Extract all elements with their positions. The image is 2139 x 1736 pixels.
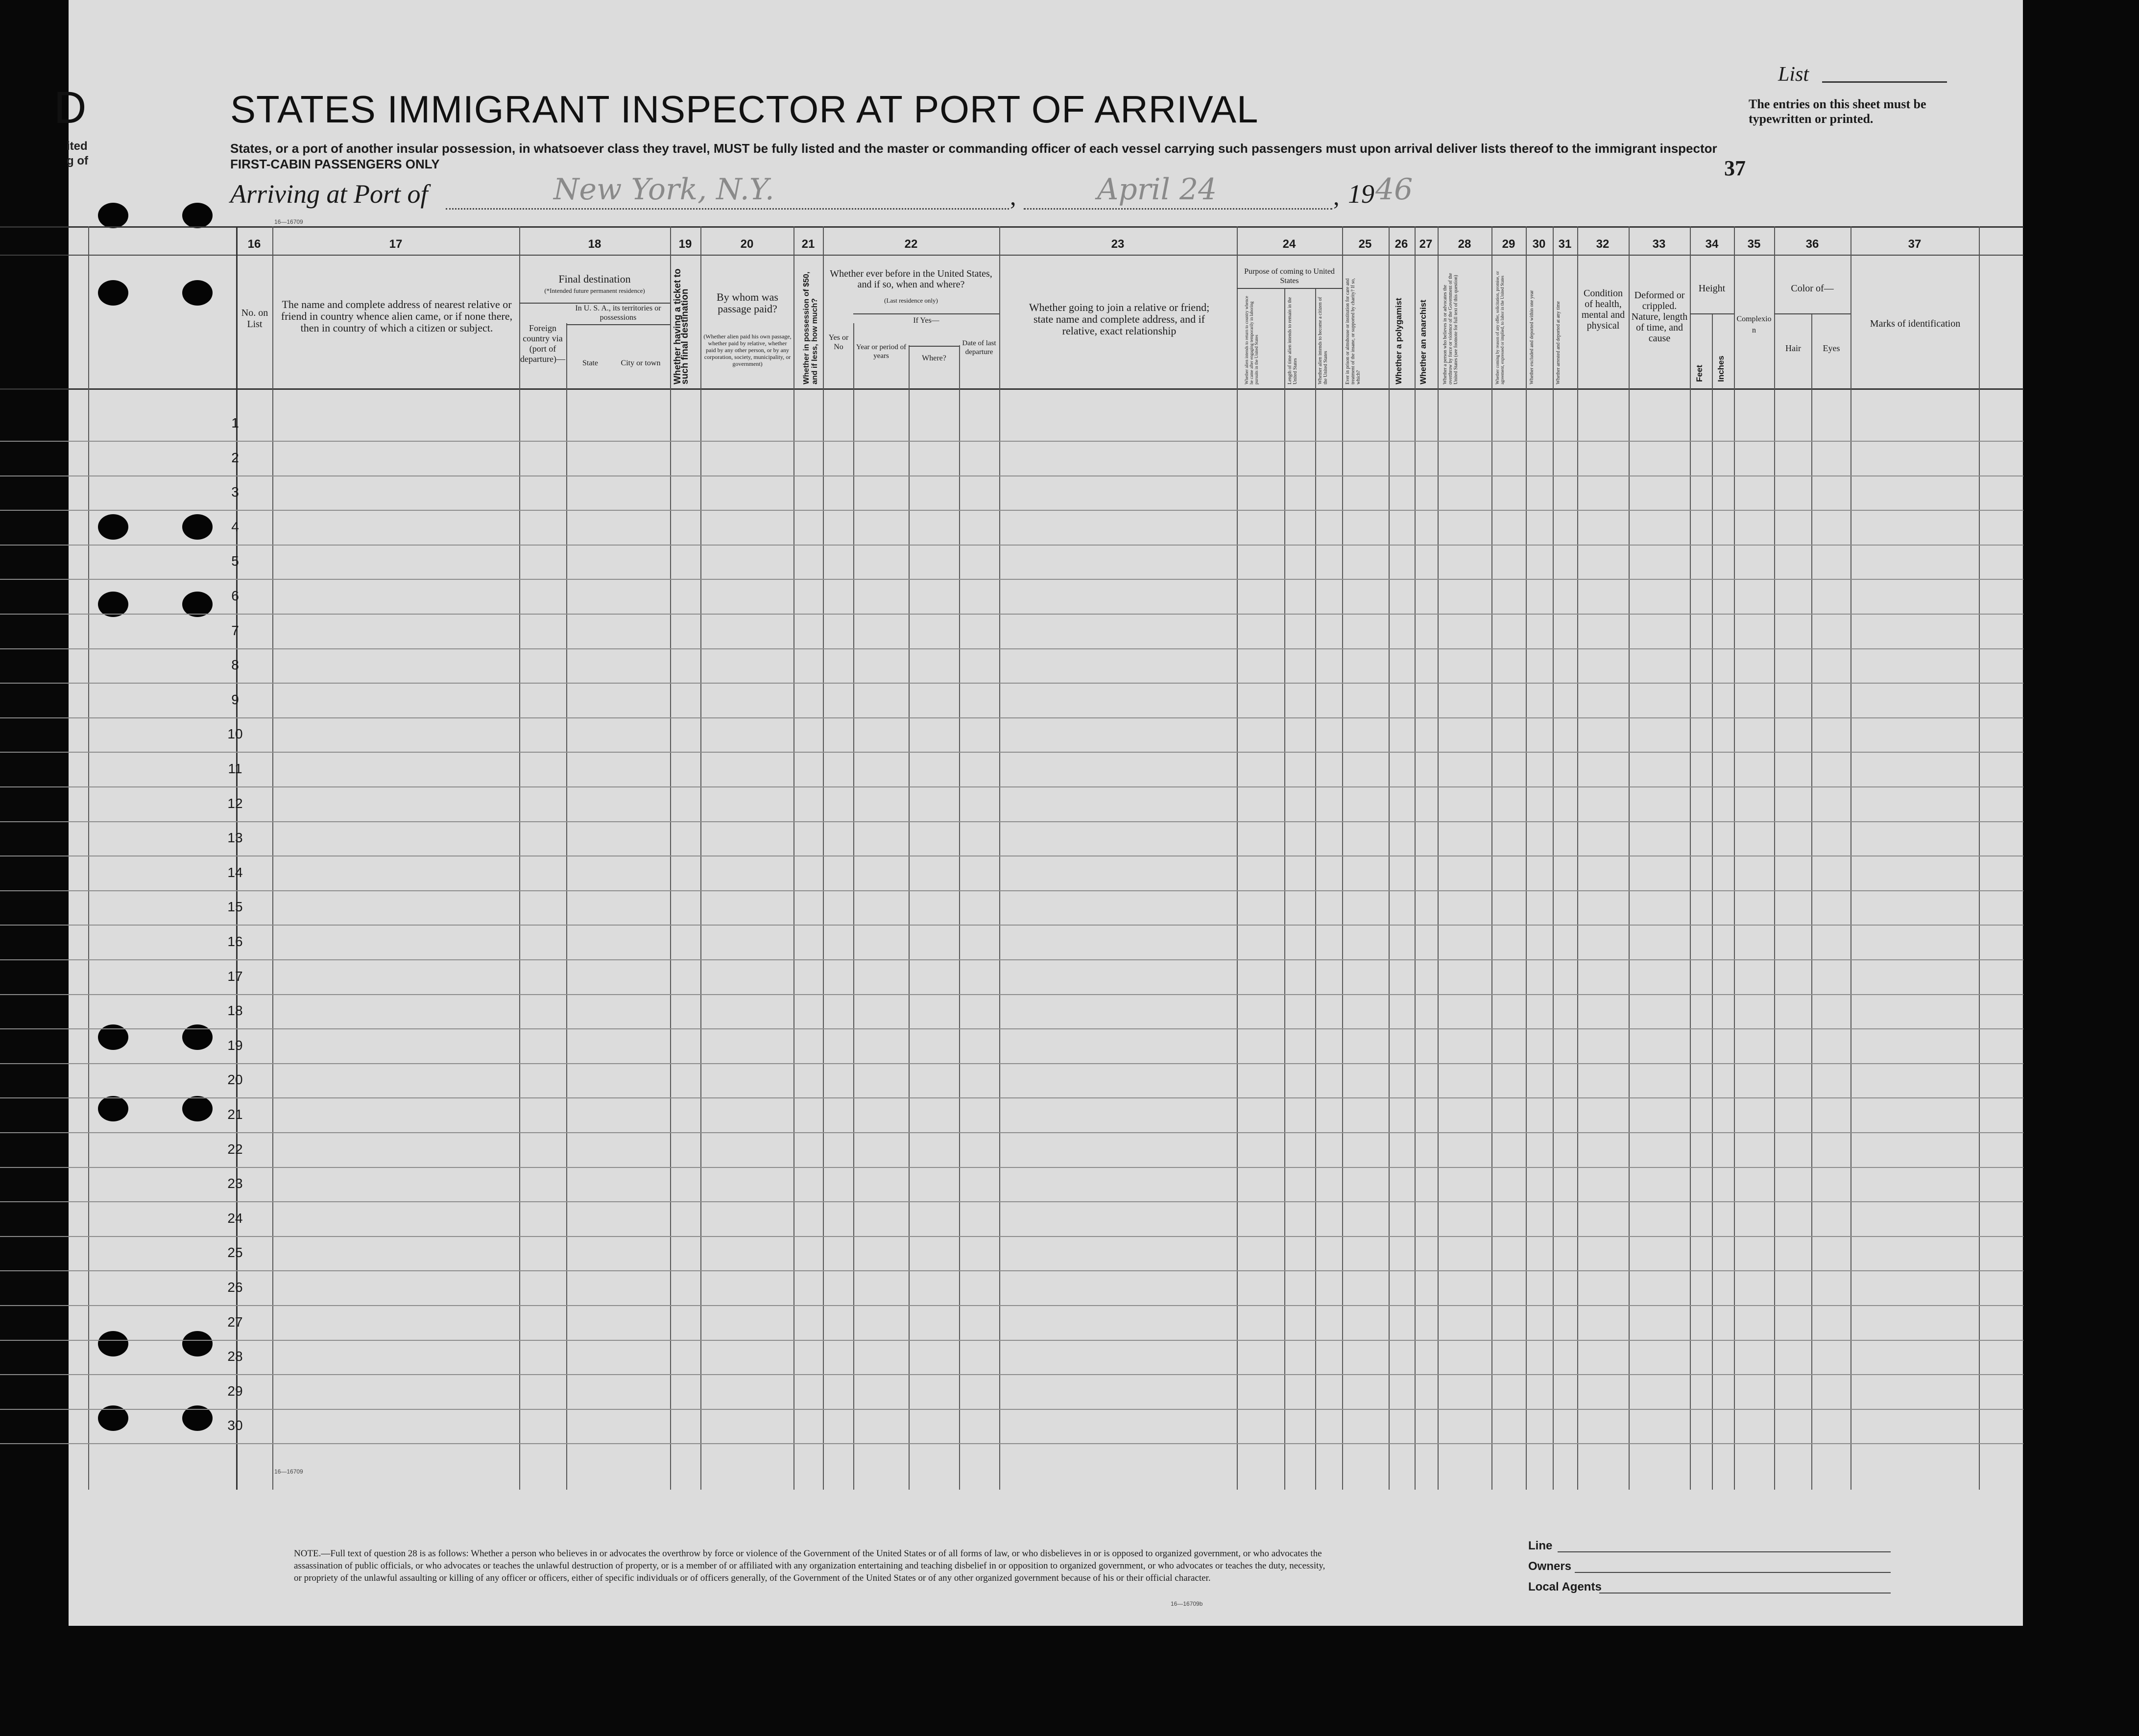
column-rule	[1734, 226, 1735, 1490]
column-rule	[1237, 226, 1238, 1490]
row-rule	[0, 1167, 2023, 1168]
edge-fragment: g of	[67, 154, 88, 167]
row-number: 26	[227, 1280, 243, 1295]
column-rule	[88, 226, 89, 1490]
row-rule	[0, 1132, 2023, 1133]
row-number: 17	[227, 968, 243, 984]
list-label: List	[1778, 63, 1809, 86]
column-number: 24	[1282, 238, 1296, 251]
row-number: 23	[227, 1176, 243, 1191]
row-number: 10	[227, 726, 243, 742]
header-ever-before: Whether ever before in the United States, and if so, when and where?	[830, 268, 992, 290]
subheader-rule	[909, 346, 959, 347]
header-complexion: Complexion	[1736, 315, 1772, 334]
form-code: 16—16709	[274, 218, 303, 225]
header-city-or-town: City or town	[621, 359, 661, 367]
row-rule	[0, 1270, 2023, 1271]
question-28-footnote: NOTE.—Full text of question 28 is as follows: Whether a person who believes in or advocates the overthrow by force or violence of the Government of the United States or of all forms of law, or who disbelieves in or is opposed to organized government, or who advocates the assassination of public officials, or who advocates or teaches the unlawful destruction of property, or is a member of or affiliated with any organization entertaining and teaching disbelief in or opposition to organized government, or who advocates or teaches the duty, necessity, or propriety of the unlawful assaulting or killing of any officer or officers, either of specific individuals or of officers generally, of the Government of the United States or of any other organized government because of his or their official character.	[294, 1548, 1325, 1583]
row-number: 11	[228, 761, 242, 776]
row-number: 29	[227, 1383, 243, 1399]
header-inches: Inches	[1716, 356, 1726, 382]
column-number: 27	[1419, 238, 1433, 251]
row-rule	[0, 441, 2023, 442]
header-purpose: Purpose of coming to United States	[1244, 267, 1335, 285]
column-number: 28	[1458, 238, 1471, 251]
column-rule	[1284, 289, 1285, 1490]
column-rule	[1774, 226, 1775, 1490]
header-fifty-dollars: Whether in possession of $50, and if less, how much?	[802, 271, 819, 384]
row-number: 20	[227, 1072, 243, 1088]
row-rule	[0, 1443, 2023, 1444]
arriving-label: Arriving at Port of	[230, 179, 428, 209]
row-rule	[0, 717, 2023, 718]
row-number: 3	[231, 484, 239, 500]
row-number: 21	[227, 1107, 243, 1122]
row-number: 28	[227, 1349, 243, 1364]
header-excluded: Whether excluded and deported within one year	[1529, 290, 1535, 384]
header-purpose-return: Whether alien intends to return to country whence he came after engaging temporarily in laboring pursuits in the United States	[1244, 296, 1259, 384]
row-rule	[0, 1063, 2023, 1064]
header-prison: Ever in prison or almshouse or institution for care and treatment of the insane, or supported by charity? If so, which?	[1345, 278, 1361, 384]
column-number: 33	[1652, 238, 1666, 251]
title-fragment: D	[54, 83, 87, 133]
header-ticket: Whether having a ticket to such final destination	[673, 268, 690, 384]
port-field[interactable]	[446, 208, 1009, 210]
column-number: 32	[1596, 238, 1610, 251]
entries-note: The entries on this sheet must be typewritten or printed.	[1749, 97, 1926, 126]
column-rule	[999, 226, 1000, 1490]
row-rule	[0, 1409, 2023, 1410]
row-rule	[0, 579, 2023, 580]
table-top-border	[0, 226, 2023, 228]
header-date-departure: Date of last departure	[962, 339, 996, 356]
form-code-bottom: 16—16709b	[1171, 1600, 1203, 1607]
column-rule	[959, 345, 960, 1490]
punch-hole	[182, 1096, 213, 1121]
column-rule	[1415, 226, 1416, 1490]
header-hair: Hair	[1785, 343, 1801, 353]
column-number: 16	[247, 238, 261, 251]
header-anarchist: Whether an anarchist	[1418, 300, 1428, 384]
column-rule	[566, 323, 567, 1490]
year-handwritten: 46	[1375, 172, 1413, 207]
row-number: 27	[227, 1314, 243, 1330]
column-number: 34	[1705, 238, 1719, 251]
row-rule	[0, 1374, 2023, 1375]
subheader-rule	[1237, 288, 1342, 289]
row-number: 19	[227, 1037, 243, 1053]
row-number: 24	[227, 1210, 243, 1226]
header-deformed: Deformed or crippled. Nature, length of time, and cause	[1631, 290, 1688, 344]
owners-field[interactable]	[1575, 1572, 1891, 1573]
column-rule	[1491, 226, 1492, 1490]
form-code: 16—16709	[274, 1468, 303, 1475]
row-rule	[0, 1236, 2023, 1237]
header-health: Condition of health, mental and physical	[1581, 288, 1625, 331]
column-rule	[700, 226, 701, 1490]
header-relative-address: The name and complete address of nearest relative or friend in country whence alien came, or if none there, then in country of which a citizen or subject.	[281, 298, 513, 334]
header-join-relative: Whether going to join a relative or friend; state name and complete address, and if relative, exact relationship	[1029, 301, 1210, 337]
header-passage-paid: By whom was passage paid?	[717, 291, 778, 315]
row-rule	[0, 821, 2023, 822]
row-rule	[0, 994, 2023, 995]
header-state: State	[582, 359, 598, 367]
header-purpose-length: Length of time alien intends to remain in the United States	[1287, 297, 1298, 384]
column-rule	[1438, 226, 1439, 1490]
row-rule	[0, 1097, 2023, 1098]
header-final-destination: Final destination	[558, 273, 631, 285]
edge-fragment: ited	[67, 140, 88, 153]
column-rule	[1342, 226, 1343, 1490]
header-overthrow: Whether a person who believes in or advocates the overthrow by force or violence of the Government of the United States (see footnote for full text of this question)	[1442, 273, 1459, 384]
column-number: 20	[740, 238, 754, 251]
header-last-residence: (Last residence only)	[884, 297, 938, 304]
column-number: 18	[588, 238, 601, 251]
header-if-yes: If Yes—	[913, 316, 939, 325]
row-number: 12	[227, 795, 243, 811]
header-bottom-border	[0, 388, 2023, 390]
punch-hole	[182, 1331, 213, 1356]
header-purpose-citizen: Whether alien intends to become a citizen of the United States	[1318, 297, 1328, 384]
row-number: 4	[231, 519, 239, 534]
punch-hole	[98, 280, 128, 306]
column-number: 25	[1358, 238, 1372, 251]
subheader-rule	[566, 324, 670, 325]
header-year-period: Year or period of years	[856, 343, 907, 360]
row-number: 9	[231, 691, 239, 707]
header-yes-no: Yes or No	[828, 333, 849, 351]
row-rule	[0, 1305, 2023, 1306]
row-rule	[0, 890, 2023, 891]
header-eyes: Eyes	[1823, 343, 1840, 353]
row-rule	[0, 1028, 2023, 1029]
column-rule	[793, 226, 794, 1490]
column-number: 19	[678, 238, 692, 251]
header-marks: Marks of identification	[1870, 318, 1961, 329]
column-rule	[1577, 226, 1578, 1490]
row-rule	[0, 510, 2023, 511]
header-final-destination-note: (*Intended future permanent residence)	[544, 287, 645, 294]
header-feet: Feet	[1695, 365, 1704, 382]
line-field[interactable]	[1558, 1551, 1891, 1552]
row-rule	[0, 683, 2023, 684]
row-rule	[0, 648, 2023, 649]
row-rule	[0, 752, 2023, 753]
header-color-of: Color of—	[1791, 283, 1834, 294]
column-number: 30	[1532, 238, 1546, 251]
comma: ,	[1010, 183, 1016, 210]
date-handwritten: April 24	[1097, 172, 1217, 207]
form-instruction: States, or a port of another insular possession, in whatsoever class they travel, MUST be fully listed and the master or commanding officer of each vessel carrying such passengers must upon arrival deliver lists thereof to the immigrant inspector	[230, 141, 1717, 156]
manifest-sheet	[54, 0, 2023, 1626]
punch-hole	[98, 514, 128, 540]
list-number-field[interactable]	[1822, 81, 1947, 83]
column-rule	[909, 345, 910, 1490]
column-number: 29	[1502, 238, 1515, 251]
column-number: 17	[389, 238, 403, 251]
passenger-class: FIRST-CABIN PASSENGERS ONLY	[230, 157, 440, 171]
header-no-on-list: No. on List	[241, 308, 268, 330]
local-agents-label: Local Agents	[1528, 1580, 1602, 1593]
punch-hole	[182, 280, 213, 306]
row-rule	[0, 1201, 2023, 1202]
comma: ,	[1333, 183, 1340, 210]
row-rule	[0, 925, 2023, 926]
column-rule	[1553, 226, 1554, 1490]
column-rule	[670, 226, 671, 1490]
row-number: 7	[231, 622, 239, 638]
subheader-rule	[1690, 313, 1734, 314]
column-number: 31	[1558, 238, 1572, 251]
owners-label: Owners	[1528, 1560, 1572, 1573]
header-polygamist: Whether a polygamist	[1394, 298, 1403, 384]
form-title: STATES IMMIGRANT INSPECTOR AT PORT OF ARRIVAL	[230, 88, 1259, 131]
column-number: 36	[1805, 238, 1819, 251]
row-number: 15	[227, 899, 243, 915]
column-rule	[1979, 226, 1980, 1490]
row-number: 18	[227, 1003, 243, 1019]
row-number: 30	[227, 1418, 243, 1433]
port-handwritten: New York, N.Y.	[553, 172, 774, 207]
punch-hole	[98, 1096, 128, 1121]
column-number: 21	[801, 238, 815, 251]
row-number: 25	[227, 1245, 243, 1260]
column-number-rule	[0, 255, 2023, 256]
column-number: 35	[1747, 238, 1761, 251]
row-rule	[0, 614, 2023, 615]
row-rule	[0, 1340, 2023, 1341]
column-rule	[1811, 313, 1812, 1490]
punch-hole	[98, 1331, 128, 1356]
row-number: 13	[227, 830, 243, 846]
row-rule	[0, 545, 2023, 546]
subheader-rule	[853, 313, 999, 314]
column-rule	[1690, 226, 1691, 1490]
column-number: 26	[1394, 238, 1408, 251]
column-number: 23	[1111, 238, 1125, 251]
year-printed: 19	[1348, 179, 1374, 209]
column-rule	[823, 226, 824, 1490]
row-rule	[0, 959, 2023, 960]
row-number: 16	[227, 934, 243, 949]
column-rule	[1389, 226, 1390, 1490]
row-number: 22	[227, 1141, 243, 1157]
row-number: 6	[231, 588, 239, 603]
punch-hole	[182, 203, 213, 228]
punch-hole	[182, 514, 213, 540]
subheader-rule	[1774, 313, 1851, 314]
column-number: 22	[904, 238, 918, 251]
column-rule	[272, 226, 273, 1490]
date-field[interactable]	[1024, 208, 1332, 210]
header-passage-paid-note: (Whether alien paid his own passage, whether paid by relative, whether paid by any other person, or by any corporation, society, municipality, or government)	[703, 333, 792, 367]
column-rule	[1526, 226, 1527, 1490]
row-number: 14	[227, 864, 243, 880]
header-labor-offer: Whether coming by reason of any offer, solicitation, promise, or agreement, expressed or implied, to labor in the United States	[1495, 271, 1505, 384]
header-in-usa: In U. S. A., its territories or possessions	[575, 304, 661, 322]
column-rule	[1315, 289, 1316, 1490]
row-number: 8	[231, 657, 239, 673]
row-rule	[0, 786, 2023, 787]
header-foreign-country: Foreign country via (port of departure)—	[520, 323, 565, 364]
header-arrested: Whether arrested and deported at any time	[1556, 301, 1561, 384]
line-label: Line	[1528, 1539, 1553, 1552]
column-rule	[1629, 226, 1630, 1490]
header-where: Where?	[922, 354, 946, 362]
row-number: 2	[231, 450, 239, 465]
punch-hole	[98, 203, 128, 228]
column-rule	[853, 323, 854, 1490]
header-height: Height	[1698, 283, 1726, 294]
row-number: 1	[231, 415, 239, 430]
column-rule	[1712, 313, 1713, 1490]
column-rule	[519, 226, 520, 1490]
column-number: 37	[1908, 238, 1922, 251]
sheet-number: 37	[1724, 156, 1746, 180]
row-number: 5	[231, 553, 239, 569]
